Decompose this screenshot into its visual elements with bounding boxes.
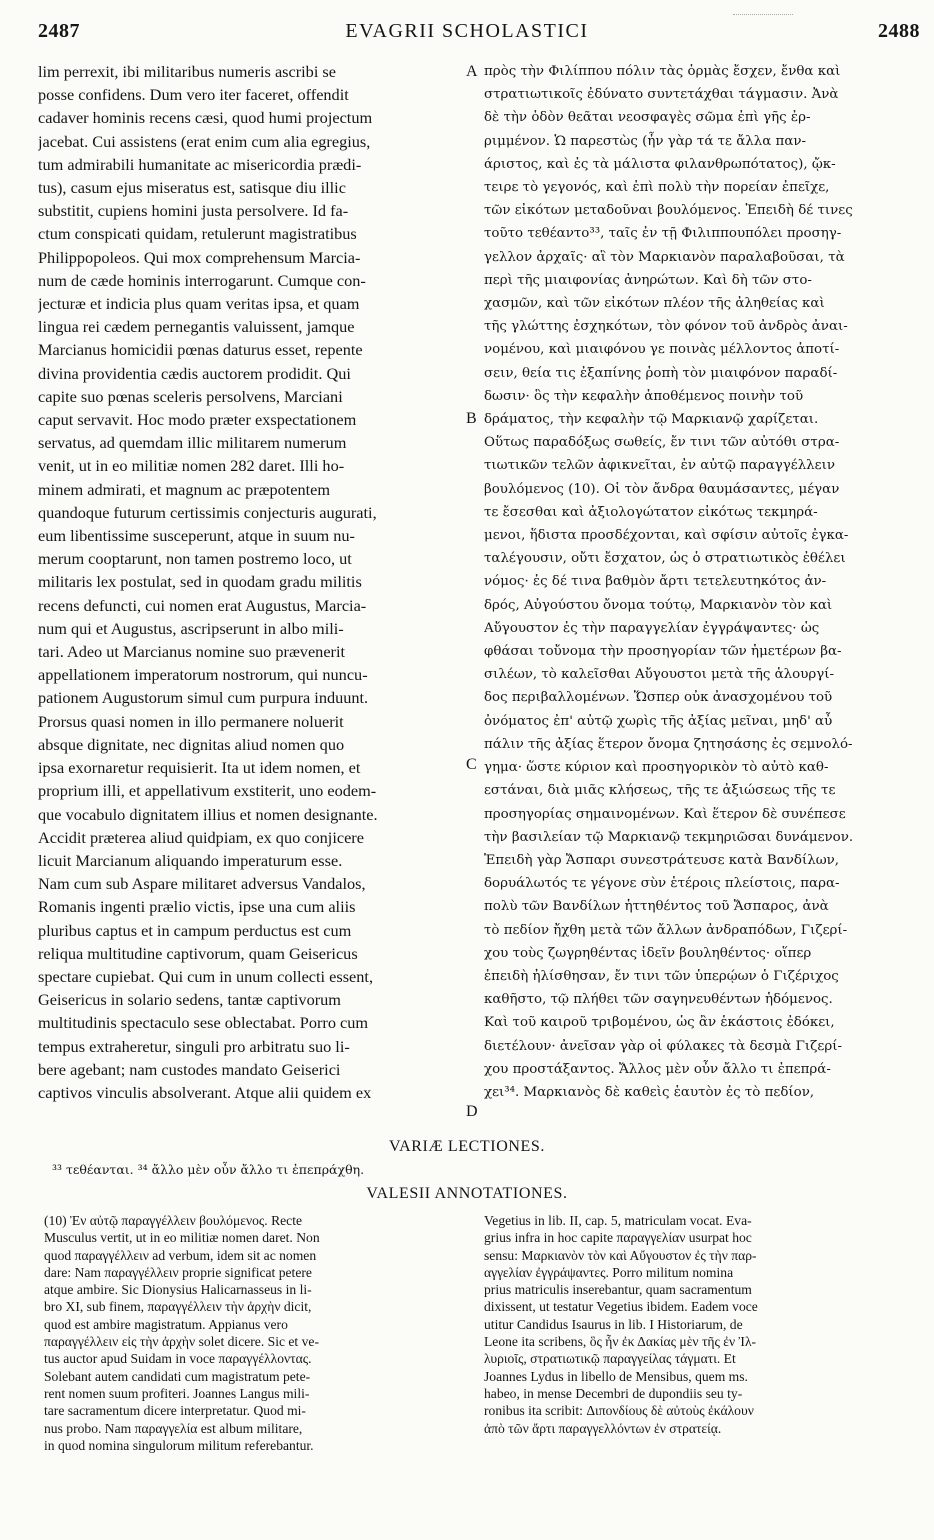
greek-text-line: γημα· ὥστε κύριον καὶ προσηγορικὸν τὸ αὐτὸ καθ- [484,760,829,776]
greek-text-line: ριμμένον. Ὡ παρεστὼς (ἦν γὰρ τά τε ἄλλα παν- [484,133,807,149]
margin-letter-b: B [466,410,477,427]
annotation-line: λυριοῖς, στρατιωτικῷ παραγγείλας τάγματι. Et [484,1351,736,1367]
annotation-line: Musculus vertit, ut in eo militiæ nomen daret. Non [44,1230,320,1246]
latin-text-line: cadaver hominis recens cæsi, quod humi projectum [38,108,373,128]
annotation-line: tare sacramentum dicere interpretatur. Quod mi- [44,1403,306,1419]
greek-text-line: στρατιωτικοῖς ἐδύνατο συντετάχθαι τάγμασιν. Ἀνὰ [484,87,839,103]
margin-letter-a: A [466,63,478,80]
annotation-line: ἀπὸ τῶν ἄρτι παραγγελλόντων ἐν στρατείᾳ. [484,1420,722,1436]
greek-text-line: ὀνόματος ἐπ' αὐτῷ χωρὶς τῆς ἀξίας μεῖναι, μηδ' αὖ [484,713,833,729]
annotation-line: dare: Nam παραγγέλλειν proprie significat petere [44,1264,312,1280]
latin-text-line: pationem Augustorum simul cum purpura induunt. [38,688,369,708]
latin-text-line: bere agebant; nam custodes mandato Geiserici [38,1059,341,1079]
greek-text-line: σιλέων, τὸ καλεῖσθαι Αὔγουστοι μετὰ τῆς ἁλουργί- [484,667,835,683]
greek-text-line: δωσιν· ὃς τὴν κεφαλὴν ἀποθέμενος ποινὴν τοῦ [484,388,804,404]
greek-text-line: δος περιβαλλομένων. Ὥσπερ οὐκ ἀνασχομένου τοῦ [484,690,833,706]
latin-text-line: militaris lex postulat, sed in quodam gradu militis [38,572,362,592]
latin-text-line: num qui et Augustus, ascripserunt in albo mili- [38,618,344,638]
greek-text-line: Ἐπειδὴ γὰρ Ἄσπαρι συνεστράτευσε κατὰ Βανδίλων, [484,852,840,868]
annotation-line: quod παραγγέλλειν ad verbum, idem sit ac nomen [44,1247,317,1263]
annotation-line: bro XI, sub finem, παραγγέλλειν τὴν ἀρχὴν dicit, [44,1299,312,1315]
margin-letter-c: C [466,756,477,773]
page-number-right: 2488 [878,20,920,42]
latin-text-line: venit, ut in eo militiæ nomen 282 daret. Illi ho- [38,456,345,476]
latin-text-line: lingua rei cædem pernegantis valuissent, jamque [38,317,355,337]
greek-text-line: τοῦτο τεθέαντο³³, ταῖς ἐν τῇ Φιλιππουπόλει προσηγ- [484,226,842,242]
greek-text-line: νομένου, καὶ μιαιφόνου γε ποινὰς μέλλοντος ἀποτί- [484,342,840,358]
latin-text-line: eum libentissime susceperunt, atque in suum nu- [38,526,355,546]
latin-text-line: capite suo pœnas sceleris persolvens, Marciani [38,386,343,406]
latin-text-line: pluribus captus et in campum perductus est cum [38,920,352,940]
annotation-line: παραγγέλλειν εἰς τὴν ἀρχὴν solet dicere. Sic et ve- [44,1334,319,1350]
latin-text-line: tempus extraheretur, singuli pro arbitratu suo li- [38,1036,350,1056]
greek-text-line: δορυάλωτός τε γέγονε σὺν ἑτέροις πλείστοις, παρα- [484,876,840,892]
latin-text-line: Philippopoleos. Qui mox comprehensum Marcia- [38,247,361,267]
latin-text-line: Geisericus in solario sedens, tantæ captivorum [38,990,341,1010]
annotation-line: habeo, in mense Decembri de dupondiis seu ty- [484,1385,743,1401]
annotation-line: dixissent, ut testatur Vegetius ibidem. Eadem voce [484,1299,758,1315]
latin-text-column [38,60,470,1104]
greek-text-line: πολὺ τῶν Βανδίλων ἡττηθέντος τοῦ Ἄσπαρος, ἀνὰ [484,899,829,915]
annotation-line: nus probo. Nam παραγγελία est album militare, [44,1420,303,1436]
latin-text-line: caput servavit. Hoc modo præter exspectationem [38,410,357,430]
annotation-line: prius matriculis inserebantur, quam sacramentum [484,1282,752,1298]
latin-text-line: posse confidens. Dum vero iter faceret, offendit [38,85,349,105]
latin-text-line: Romanis ingenti prælio victis, ipse una cum aliis [38,897,356,917]
greek-text-line: τειρε τὸ γεγονός, καὶ ἐπὶ πολὺ τὴν πορείαν ἐπεῖχε, [484,180,830,196]
annotation-line: (10) Ἐν αὐτῷ παραγγέλλειν βουλόμενος. Recte [44,1213,303,1228]
page-number-left: 2487 [38,20,80,42]
variae-lectiones-heading: VARIÆ LECTIONES. [389,1138,545,1155]
latin-text-line: licuit Marcianum aliquando imperaturum esse. [38,850,343,870]
latin-text-line: minem admirati, et magnum ac præpotentem [38,479,331,499]
latin-text-line: jecturæ et indicia plus quam veritas ipsa, et quam [38,294,360,314]
greek-text-line: σειν, θεία τις ἐξαπίνης ῥοπὴ τὸν μιαιφόνον παραδί- [484,365,838,381]
greek-text-line: μενοι, ἥδιστα προσδέχονται, καὶ σφίσιν αὐτοῖς ἐγκα- [484,528,849,544]
annotation-line: grius infra in hoc capite παραγγελίαν usurpat hoc [484,1230,752,1246]
latin-text-line: substitit, cupiens homini justa persolvere. Id fa- [38,201,349,221]
greek-text-line: ταλέγουσιν, οὔτι ἔσχατον, ὡς ὁ στρατιωτικὸς ἐθέλει [484,551,846,567]
annotation-line: sensu: Μαρκιανὸν τὸν καὶ Αὔγουστον ἐς τὴν παρ- [484,1247,757,1263]
latin-text-line: ctum conspicati quidam, retulerunt magistratibus [38,224,357,244]
annotation-line: Vegetius in lib. II, cap. 5, matriculam vocat. Eva- [484,1213,752,1228]
greek-text-line: καθῆστο, τῷ πλήθει τῶν σαγηνευθέντων ἡδόμενος. [484,992,833,1008]
greek-text-line: χου προστάξαντος. Ἄλλος μὲν οὖν ἄλλο τι ἐπεπρά- [484,1061,831,1077]
greek-text-line: νόμος· ἐς δέ τινα βαθμὸν ἄρτι τετελευτηκότος ἀν- [484,574,827,590]
greek-text-line: γελλον ἀρχαῖς· αἳ τὸν Μαρκιανὸν παραλαβοῦσαι, τὰ [484,249,845,265]
annotation-line: utitur Candidus Isaurus in lib. I Historiarum, de [484,1316,743,1332]
greek-text-line: άριστος, καὶ ἐς τὰ μάλιστα φιλανθρωπότατος), ᾤκ- [484,156,836,172]
latin-text-line: multitudinis spectaculo sese oblectabat. Porro cum [38,1013,369,1033]
latin-text-line: tari. Adeo ut Marcianus nomine suo prævenerit [38,642,346,662]
greek-text-line: δρός, Αὐγούστου ὄνομα τούτῳ, Μαρκιανὸν τὸν καὶ [484,597,833,613]
greek-text-line: εστάναι, διὰ μιᾶς κλήσεως, τῆς τε ἀξιώσεως τῆς τε [484,783,836,799]
greek-text-line: χου τοὺς ζωγρηθέντας ἰδεῖν βουληθέντος· οἵπερ [484,945,812,961]
annotation-line: αγγελίαν ἐγγράψαντες. Porro militum nomina [484,1264,734,1280]
latin-text-line: Marcianus homicidii pœnas daturus esset, repente [38,340,363,360]
greek-text-line: Οὕτως παραδόξως σωθείς, ἔν τινι τῶν αὐτόθι στρα- [484,435,840,451]
annotation-line: Joannes Lydus in libello de Mensibus, quem ms. [484,1368,748,1384]
greek-text-line: τὸ πεδίον ἤχθη μετὰ τῶν ἄλλων ἀνδραπόδων, Γιζερί- [484,922,848,938]
latin-text-line: captivos vinculis absolverant. Atque alii quidem ex [38,1082,372,1102]
greek-text-line: Καὶ τοῦ καιροῦ τριβομένου, ὡς ἂν ἑκάστοις ἐδόκει, [484,1015,835,1031]
page-mark [733,14,793,17]
running-title: EVAGRII SCHOLASTICI [345,20,589,42]
latin-text-line: num de cæde hominis interrogarunt. Cumque con- [38,270,366,290]
latin-text-line: recens defuncti, cui nomen erat Augustus, Marcia- [38,595,367,615]
greek-text-column [484,60,912,1104]
latin-text-line: merum cooptarunt, non tamen postremo loco, ut [38,549,352,569]
annotation-line: Leone ita scribens, ὃς ἦν ἐκ Δακίας μὲν τῆς ἐν Ἰλ- [484,1334,757,1350]
valesii-annotationes-heading: VALESII ANNOTATIONES. [366,1185,568,1202]
greek-text-line: δράματος, τὴν κεφαλὴν τῷ Μαρκιανῷ χαρίζεται. [484,412,819,428]
annotation-line: quod est ambire magistratum. Appianus vero [44,1316,288,1332]
greek-text-line: χει³⁴. Μαρκιανὸς δὲ καθεὶς ἑαυτὸν ἐς τὸ πεδίον, [484,1084,815,1100]
latin-text-line: servatus, ad quemdam illic militarem numerum [38,433,347,453]
latin-text-line: appellationem imperatorum nostrorum, qui nuncu- [38,665,368,685]
greek-text-line: περὶ τῆς μιαιφονίας ἀνηρώτων. Καὶ δὴ τῶν στο- [484,272,812,288]
latin-text-line: proprium illi, et appellativum exstiterit, uno eodem- [38,781,377,801]
greek-text-line: τῶν εἰκότων μεταδοῦναι βουλόμενος. Ἐπειδὴ δέ τινες [484,203,853,219]
latin-text-line: reliqua multitudine captivorum, quam Geisericus [38,943,358,963]
greek-text-line: τε ἔσεσθαι καὶ ἀξιολογώτατον εἰκότως τεκμηρά- [484,504,818,520]
annotation-line: tus auctor apud Suidam in voce παραγγέλλοντας. [44,1351,312,1367]
greek-text-line: προσηγορίας σημαινομένων. Καὶ ἕτερον δὲ συνέπεσε [484,806,846,822]
latin-text-line: tus), casum ejus miseratus est, satisque diu illic [38,178,346,198]
latin-text-line: ipsa exornaretur requisierit. Ita ut idem nomen, et [38,758,361,778]
annotation-line: Solebant autem candidati cum magistratum pete- [44,1368,311,1384]
annotation-line: atque ambire. Sic Dionysius Halicarnasseus in li- [44,1282,312,1298]
annotation-right-column [484,1212,912,1437]
greek-text-line: πρὸς τὴν Φιλίππου πόλιν τὰς ὁρμὰς ἔσχεν, ἔνθα καὶ [484,64,841,79]
greek-text-line: τὴν βασιλείαν τῷ Μαρκιανῷ τεκμηριῶσαι δυνάμενον. [484,829,854,845]
latin-text-line: Prorsus quasi nomen in illo permanere noluerit [38,711,344,731]
greek-text-line: Αὔγουστον ἐς τὴν παραγγελίαν ἐγγράψαντες· ὡς [484,620,820,636]
latin-text-line: Accidit præterea aliud quidpiam, ex quo conjicere [38,827,364,847]
greek-text-line: φθάσαι τοὔνομα τὴν προσηγορίαν τῶν ἡμετέρων βα- [484,644,842,660]
latin-text-line: absque dignitate, nec dignitas aliud nomen quo [38,734,345,754]
annotation-line: ronibus ita scribit: Διπονδίους δὲ αὐτοὺς ἐκάλουν [484,1403,754,1419]
latin-text-line: divina providentia cædis auctorem prodidit. Qui [38,363,351,383]
greek-text-line: ἐπειδὴ ἠλίσθησαν, ἔν τινι τῶν ὑπερῴων ὁ Γιζέριχος [484,968,839,984]
latin-text-line: Nam cum sub Aspare militaret adversus Vandalos, [38,874,366,894]
greek-text-line: χασμῶν, καὶ τῶν εἰκότων πλέον τῆς ἀληθείας καὶ [484,296,825,312]
annotation-line: in quod nomina singulorum militum referebantur. [44,1437,314,1453]
latin-text-line: tum admirabili humanitate ac misericordia prædi- [38,154,362,174]
greek-text-line: τῆς γλώττης ἐσχηκότων, τὸν φόνον τοῦ ἀνδρὸς ἀναι- [484,319,848,335]
greek-text-line: τιωτικῶν τελῶν ἀφικνεῖται, ἐν αὐτῷ παραγγέλλειν [484,458,836,474]
latin-text-line: que vocabulo dignitatem illius et nomen designante. [38,804,378,824]
latin-text-line: jacebat. Cui assistens (erat enim cum alia egregius, [38,131,371,151]
greek-text-line: διετέλουν· ἀνεῖσαν γὰρ οἱ φύλακες τὰ δεσμὰ Γιζερί- [484,1038,842,1054]
annotation-line: rent nomen suum profiteri. Joannes Langus mili- [44,1385,310,1401]
greek-text-line: βουλόμενος (10). Οἱ τὸν ἄνδρα θαυμάσαντες, μέγαν [484,481,840,497]
annotation-left-column [44,1212,464,1454]
variae-lectiones-text: ³³ τεθέανται. ³⁴ ἄλλο μὲν οὖν ἄλλο τι ἐπεπράχθη. [52,1162,365,1177]
greek-text-line: πάλιν τῆς ἀξίας ἕτερον ὄνομα ζητησάσης ἐς σεμνολό- [484,736,853,752]
latin-text-line: lim perrexit, ibi militaribus numeris ascribi se [38,62,336,81]
greek-text-line: δὲ τὴν ὁδὸν θεᾶται νεοσφαγὲς σῶμα ἐπὶ γῆς ἐρ- [484,110,811,126]
margin-letter-d: D [466,1103,478,1120]
latin-text-line: quandoque futurum certissimis conjecturis augurati, [38,502,377,522]
latin-text-line: spectare cupiebat. Qui cum in unum collecti essent, [38,966,374,986]
